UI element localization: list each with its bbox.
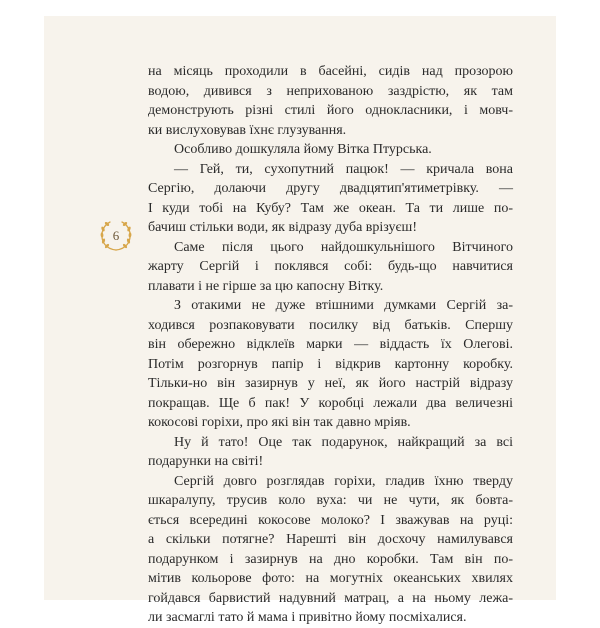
text-line: демонструють різні стилі його однокласники, і мовч- (148, 103, 513, 118)
text-line: З отакими не дуже втішними думками Сергій за- (174, 298, 513, 313)
text-line: бачиш стільки води, як відразу дуба врізуєш! (148, 220, 417, 235)
text-line: водою, дивився з неприхованою заздрістю, як там (148, 83, 513, 99)
text-line: ється всередині кокосове молоко? І зважував на руці: (148, 512, 513, 528)
text-line: подарунки на світі! (148, 454, 264, 469)
text-line: гойдався барвистий надувний матрац, а на ньому лежа- (148, 590, 513, 606)
text-line: плавати і не гірше за цю капосну Вітку. (148, 278, 384, 294)
text-line: на місяць проходили в басейні, сидів над прозорою (148, 64, 513, 79)
body-text (148, 62, 513, 628)
text-line: ки вислуховував їхнє глузування. (148, 122, 347, 138)
text-line: шкаралупу, трусив коло вуха: чи не чути, як бовта- (148, 493, 513, 508)
text-line: Саме після цього найдошкульнішого Вітчиного (174, 239, 513, 255)
page-number: 6 (112, 228, 120, 243)
text-line: І куди тобі на Кубу? Там же океан. Та ти лише по- (148, 200, 513, 216)
text-line: Сергій довго розглядав горіхи, гладив їхню тверду (174, 473, 513, 489)
text-line: жарту Сергій і поклявся собі: будь-що навчитися (148, 259, 513, 274)
text-line: ли засмаглі тато й мама і привітно йому посміхалися. (148, 610, 467, 625)
text-line: а скільки потягне? Нарешті він досхочу намилувався (148, 532, 513, 547)
text-line: Особливо дошкуляла йому Вітка Птурська. (174, 142, 432, 157)
text-line: Потім розгорнув папір і відкрив картонну коробку. (148, 356, 513, 372)
text-line: Ну й тато! Оце так подарунок, найкращий за всі (174, 434, 513, 450)
text-line: він обережно відклеїв марки — віддасть їх Олегові. (148, 337, 513, 352)
text-line: — Гей, ти, сухопутний пацюк! — кричала вона (174, 161, 513, 177)
text-line: покращав. Ще б пак! У коробці лежали два величезні (148, 395, 513, 411)
text-line: ходився розпаковувати посилку від батьків. Спершу (148, 317, 513, 333)
text-line: кокосові горіхи, про які він так давно мріяв. (148, 415, 411, 430)
page-number-badge (97, 217, 135, 255)
text-line: Сергію, долаючи другу двадцятип'ятиметрівку. — (148, 181, 513, 196)
text-line: мітив кольорове фото: на могутніх океанських хвилях (148, 571, 513, 586)
text-line: подарунком і зазирнув на дно коробки. Там він по- (148, 551, 513, 567)
text-line: Тільки-но він зазирнув у неї, як його настрій відразу (148, 376, 513, 391)
